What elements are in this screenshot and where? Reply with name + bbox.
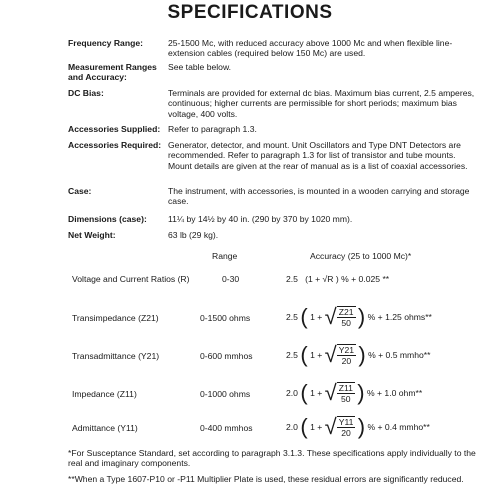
row-name: Transadmittance (Y21): [72, 351, 160, 361]
row-accuracy: [286, 380, 422, 406]
spec-dimensions: [68, 214, 478, 226]
row-range: 0-30: [222, 274, 240, 284]
accuracy-coefficient: 2.0: [286, 388, 298, 398]
row-range: 0-600 mmhos: [200, 351, 253, 361]
open-paren-glyph: (: [300, 380, 308, 405]
close-paren-glyph: ): [358, 342, 366, 367]
row-name: Voltage and Current Ratios (R): [72, 274, 190, 284]
spec-value: 11¼ by 14½ by 40 in. (290 by 370 by 1020 mm).: [168, 214, 353, 224]
spec-label: Measurement Ranges and Accuracy:: [68, 62, 157, 83]
table-row: [0, 300, 500, 340]
spec-label: Accessories Supplied:: [68, 124, 161, 134]
accuracy-coefficient: 2.5: [286, 350, 298, 360]
fraction: [337, 382, 355, 404]
page-title: SPECIFICATIONS: [167, 2, 333, 23]
spec-label: Accessories Required:: [68, 140, 162, 150]
plus-one-glyph: 1 +: [310, 350, 323, 360]
fraction: [337, 306, 356, 328]
row-accuracy: [286, 414, 430, 440]
spec-case: [68, 186, 478, 210]
spec-value: 25-1500 Mc, with reduced accuracy above 1000 Mc and when flexible line-extension cables (required below 150 Mc) are used.: [168, 38, 453, 59]
row-name: Admittance (Y11): [72, 423, 138, 433]
spec-label: Net Weight:: [68, 230, 116, 240]
close-paren-glyph: ): [357, 380, 365, 405]
row-range: 0-1000 ohms: [200, 389, 251, 399]
fraction-denominator: 50: [341, 394, 351, 404]
fraction-denominator: 50: [341, 318, 351, 328]
table-row: [0, 338, 500, 378]
range-header: Range: [212, 251, 238, 261]
fraction: [337, 416, 356, 438]
spec-label: Case:: [68, 186, 92, 196]
row-range: 0-400 mmhos: [200, 423, 253, 433]
spec-frequency-range: [68, 38, 478, 62]
open-paren-glyph: (: [300, 304, 308, 329]
footnote-multiplier-plate: **When a Type 1607-P10 or -P11 Multiplier Plate is used, these residual errors are significantly reduced.: [68, 474, 464, 484]
open-paren-glyph: (: [300, 342, 308, 367]
fraction-numerator: Y11: [338, 417, 354, 427]
sqrt-icon: √: [324, 304, 337, 329]
plus-one-glyph: 1 +: [310, 312, 323, 322]
spec-value: Refer to paragraph 1.3.: [168, 124, 257, 134]
row-accuracy: [286, 274, 389, 284]
close-paren-glyph: ): [357, 414, 366, 439]
fraction: [337, 344, 356, 366]
spec-value: 63 lb (29 kg).: [168, 230, 219, 240]
accuracy-expression: (1 + √R ) % + 0.025 **: [305, 274, 390, 284]
fraction-numerator: Z21: [338, 307, 354, 317]
spec-label: DC Bias:: [68, 88, 104, 98]
accuracy-tail: % + 1.0 ohm**: [367, 388, 423, 398]
footnote-susceptance: *For Susceptance Standard, set according to paragraph 3.1.3. These specifications apply individually to the real and imaginary components.: [68, 448, 476, 469]
open-paren-glyph: (: [300, 414, 308, 439]
row-accuracy: [286, 342, 430, 368]
spec-accessories-required: [68, 140, 478, 184]
sqrt-icon: √: [324, 414, 337, 439]
accuracy-coefficient: 2.5: [286, 274, 298, 284]
spec-net-weight: [68, 230, 478, 242]
spec-value: Terminals are provided for external dc bias. Maximum bias current, 2.5 amperes, continuous; higher currents are permissible for short periods; maximum bias voltage, 400 volts.: [168, 88, 475, 119]
sqrt-icon: √: [324, 342, 337, 367]
row-name: Transimpedance (Z21): [72, 313, 159, 323]
sqrt-icon: √: [324, 380, 337, 405]
fraction-denominator: 20: [341, 356, 352, 366]
plus-one-glyph: 1 +: [310, 388, 323, 398]
accuracy-coefficient: 2.0: [286, 422, 298, 432]
spec-value: See table below.: [168, 62, 232, 72]
fraction-numerator: Y21: [338, 345, 355, 355]
plus-one-glyph: 1 +: [310, 422, 323, 432]
spec-label: Dimensions (case):: [68, 214, 147, 224]
fraction-numerator: Z11: [338, 383, 353, 393]
accuracy-tail: % + 0.4 mmho**: [367, 422, 430, 432]
accuracy-coefficient: 2.5: [286, 312, 298, 322]
spec-value: The instrument, with accessories, is mounted in a wooden carrying and storage case.: [168, 186, 470, 207]
close-paren-glyph: ): [357, 304, 366, 329]
fraction-denominator: 20: [341, 428, 351, 438]
row-accuracy: [286, 304, 432, 330]
row-range: 0-1500 ohms: [200, 313, 251, 323]
accuracy-header: Accuracy (25 to 1000 Mc)*: [310, 251, 412, 261]
spec-value: Generator, detector, and mount. Unit Oscillators and Type DNT Detectors are recommended. Refer to paragraph 1.3 for list of transistor and tube mounts. Mount details are given at the rear of manual as is a list of coaxial accessories.: [168, 140, 468, 171]
spec-accessories-supplied: [68, 124, 478, 136]
table-row: [0, 410, 500, 450]
spec-label: Frequency Range:: [68, 38, 143, 48]
row-name: Impedance (Z11): [72, 389, 137, 399]
accuracy-tail: % + 1.25 ohms**: [367, 312, 432, 322]
spec-dc-bias: [68, 88, 478, 122]
spec-measurement-ranges: [68, 62, 478, 84]
accuracy-tail: % + 0.5 mmho**: [368, 350, 431, 360]
